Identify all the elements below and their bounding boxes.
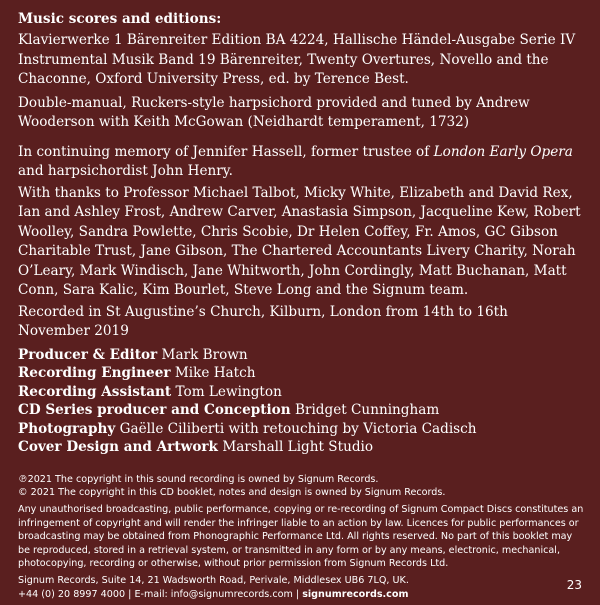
credit-cover-design [18, 438, 584, 457]
credit-role: CD Series producer and Conception [18, 402, 291, 418]
section-heading: Music scores and editions: [18, 11, 222, 27]
phonographic-copyright: ℗2021 The copyright in this sound recording is owned by Signum Records. [18, 473, 379, 485]
credit-producer [18, 346, 584, 365]
credit-role: Producer & Editor [18, 346, 158, 363]
credit-name: Mark Brown [161, 346, 248, 363]
memorial-italic-title: London Early Opera [433, 143, 573, 160]
credits-list [18, 346, 584, 457]
memorial-text-start: In continuing memory of Jennifer Hassell, former trustee of [18, 143, 434, 160]
credit-name: Mike Hatch [174, 365, 256, 381]
credit-role: Cover Design and Artwork [18, 439, 218, 455]
booklet-page [18, 10, 584, 605]
booklet-copyright: © 2021 The copyright in this CD booklet, notes and design is owned by Signum Records. [18, 486, 446, 498]
legal-notice [18, 473, 584, 602]
page-number: 23 [566, 578, 582, 592]
postal-address: Signum Records, Suite 14, 21 Wadsworth Road, Perivale, Middlesex UB6 7LQ, UK. [18, 575, 409, 587]
separator: | [295, 588, 300, 600]
phone-number: +44 (0) 20 8997 4000 [18, 588, 126, 600]
credit-name: Tom Lewington [175, 383, 282, 400]
credit-role: Recording Assistant [18, 383, 172, 400]
recording-location-paragraph: Recorded in St Augustine’s Church, Kilburn, London from 14th to 16th November 2019 [18, 303, 508, 339]
harpsichord-paragraph: Double-manual, Ruckers-style harpsichord provided and tuned by Andrew Wooderson with Keith McGowan (Neidhardt temperament, 1732) [18, 94, 530, 130]
contact-info [18, 574, 584, 601]
copyright-lines [18, 473, 584, 500]
credit-name: Bridget Cunningham [294, 402, 440, 418]
credit-role: Photography [18, 420, 116, 437]
credit-assistant [18, 383, 584, 402]
thanks-paragraph: With thanks to Professor Michael Talbot, Micky White, Elizabeth and David Rex, Ian and Ashley Frost, Andrew Carver, Anastasia Simpson, Jacqueline Kew, Robert Woolley, Sandra Powlette, Chris Scobie, Dr Helen Coffey, Fr. Amos, GC Gibson Charitable Trust, Jane Gibson, The Chartered Accountants Livery Charity, Norah O’Leary, Mark Windisch, Jane Whitworth, John Cordingly, Matt Buchanan, Matt Conn, Sara Kalic, Kim Bourlet, Steve Long and the Signum team. [18, 184, 581, 298]
infringement-warning: Any unauthorised broadcasting, public performance, copying or re-recording of Signum Compact Discs constitutes an infringement of copyright and will render the infringer liable to an action by law. Licences for public performances or broadcasting may be obtained from Phonographic Performance Ltd. All rights reserved. No part of this booklet may be reproduced, stored in a retrieval system, or transmitted in any form or by any means, electronic, mechanical, photocopying, recording or otherwise, without prior permission from Signum Records Ltd. [18, 504, 584, 569]
credit-photography [18, 420, 584, 439]
memorial-text-end: and harpsichordist John Henry. [18, 163, 233, 179]
credit-name: Gaëlle Ciliberti with retouching by Victoria Cadisch [119, 420, 477, 437]
credit-series-producer [18, 401, 584, 420]
memorial-paragraph [18, 143, 584, 182]
credit-role: Recording Engineer [18, 365, 171, 381]
website-link[interactable]: signumrecords.com [302, 588, 409, 600]
credit-name: Marshall Light Studio [222, 439, 374, 455]
email-address: E-mail: info@signumrecords.com [134, 588, 293, 600]
separator: | [128, 588, 132, 600]
credit-engineer [18, 364, 584, 383]
music-scores-paragraph: Klavierwerke 1 Bärenreiter Edition BA 4224, Hallische Händel-Ausgabe Serie IV Instrumental Musik Band 19 Bärenreiter, Twenty Overtures, Novello and the Chaconne, Oxford University Press, ed. by Terence Best. [18, 32, 576, 87]
